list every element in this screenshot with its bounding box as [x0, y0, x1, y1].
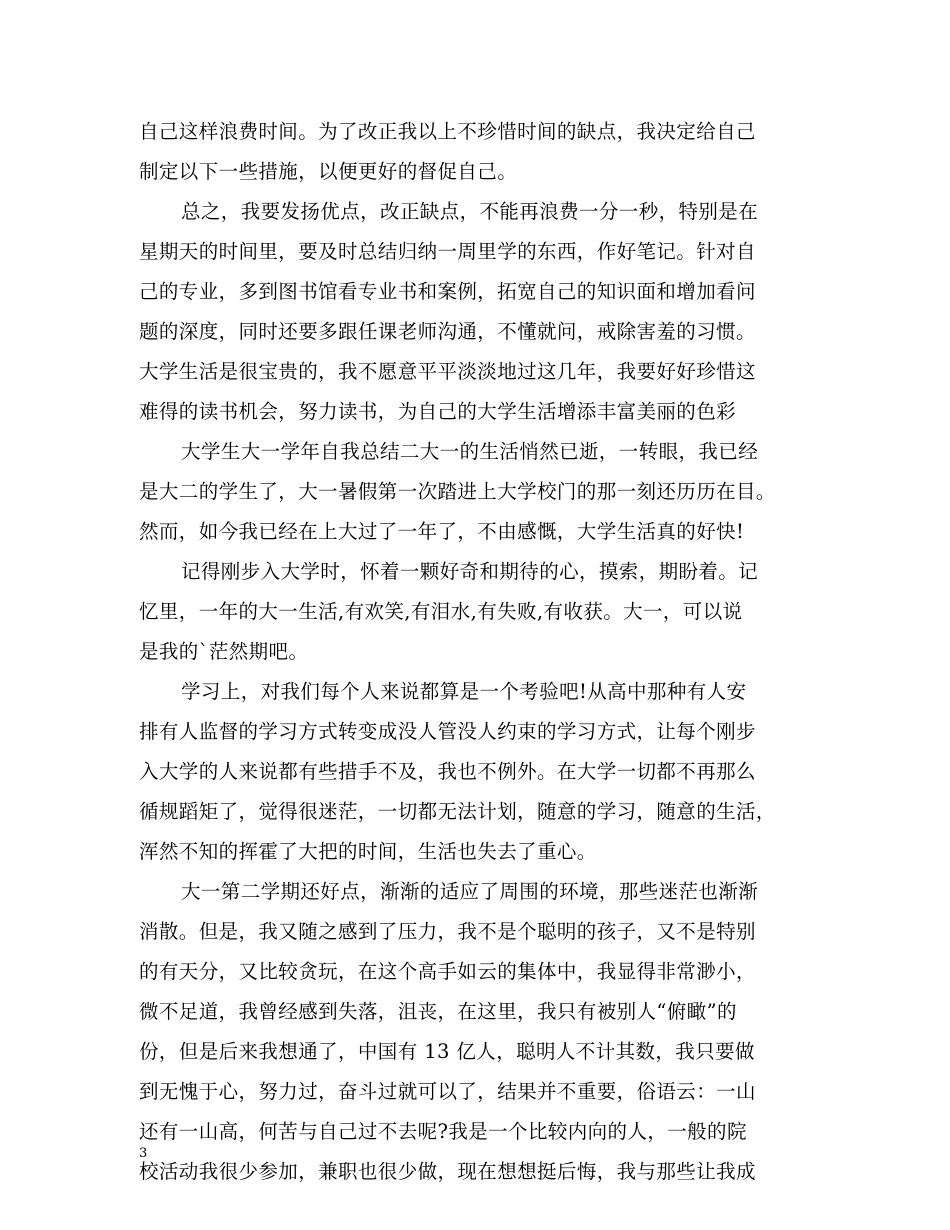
text-line: 校活动我很少参加，兼职也很少做，现在想想挺后悔，我与那些让我成 — [139, 1160, 756, 1183]
text-line: 微不足道，我曾经感到失落，沮丧，在这里，我只有被别人“俯瞰”的 — [139, 1000, 737, 1023]
text-line: 总之，我要发扬优点，改正缺点，不能再浪费一分一秒，特别是在 — [181, 200, 759, 223]
text-line: 的有天分，又比较贪玩，在这个高手如云的集体中，我显得非常渺小， — [139, 960, 756, 983]
text-line: 是大二的学生了，大一暑假第一次踏进上大学校门的那一刻还历历在目。 — [139, 480, 776, 503]
text-line: 己的专业，多到图书馆看专业书和案例，拓宽自己的知识面和增加看问 — [139, 280, 756, 303]
text-line: 大学生大一学年自我总结二大一的生活悄然已逝，一转眼，我已经 — [181, 440, 759, 463]
text-line: 忆里，一年的大一生活,有欢笑,有泪水,有失败,有收获。大一，可以说 — [139, 600, 743, 623]
text-line: 到无愧于心，努力过，奋斗过就可以了，结果并不重要，俗语云：一山 — [139, 1080, 756, 1103]
text-line: 浑然不知的挥霍了大把的时间，生活也失去了重心。 — [139, 840, 597, 863]
text-line: 还有一山高，何苦与自己过不去呢?我是一个比较内向的人，一般的院 — [139, 1120, 747, 1143]
text-line: 制定以下一些措施，以便更好的督促自己。 — [139, 160, 518, 183]
body-text — [139, 112, 819, 1192]
text-line: 自己这样浪费时间。为了改正我以上不珍惜时间的缺点，我决定给自己 — [139, 120, 756, 143]
text-line: 然而，如今我已经在上大过了一年了，不由感慨，大学生活真的好快! — [139, 520, 745, 543]
text-line: 排有人监督的学习方式转变成没人管没人约束的学习方式，让每个刚步 — [139, 720, 756, 743]
text-line: 题的深度，同时还要多跟任课老师沟通，不懂就问，戒除害羞的习惯。 — [139, 320, 756, 343]
text-line: 循规蹈矩了，觉得很迷茫，一切都无法计划，随意的学习，随意的生活， — [139, 800, 776, 823]
text-line: 是我的`茫然期吧。 — [139, 640, 309, 663]
text-line: 星期天的时间里，要及时总结归纳一周里学的东西，作好笔记。针对自 — [139, 240, 756, 263]
text-line: 难得的读书机会，努力读书，为自己的大学生活增添丰富美丽的色彩 — [139, 400, 737, 423]
text-line: 份，但是后来我想通了，中国有 13 亿人，聪明人不计其数，我只要做 — [139, 1040, 755, 1063]
page-number: 3 — [139, 1146, 148, 1161]
text-line: 大学生活是很宝贵的，我不愿意平平淡淡地过这几年，我要好好珍惜这 — [139, 360, 756, 383]
text-line: 消散。但是，我又随之感到了压力，我不是个聪明的孩子，又不是特别 — [139, 920, 756, 943]
text-line: 入大学的人来说都有些措手不及，我也不例外。在大学一切都不再那么 — [139, 760, 756, 783]
text-line: 大一第二学期还好点，渐渐的适应了周围的环境，那些迷茫也渐渐 — [181, 880, 759, 903]
text-line: 学习上，对我们每个人来说都算是一个考验吧!从高中那种有人安 — [181, 680, 747, 703]
text-line: 记得刚步入大学时，怀着一颗好奇和期待的心，摸索，期盼着。记 — [181, 560, 759, 583]
